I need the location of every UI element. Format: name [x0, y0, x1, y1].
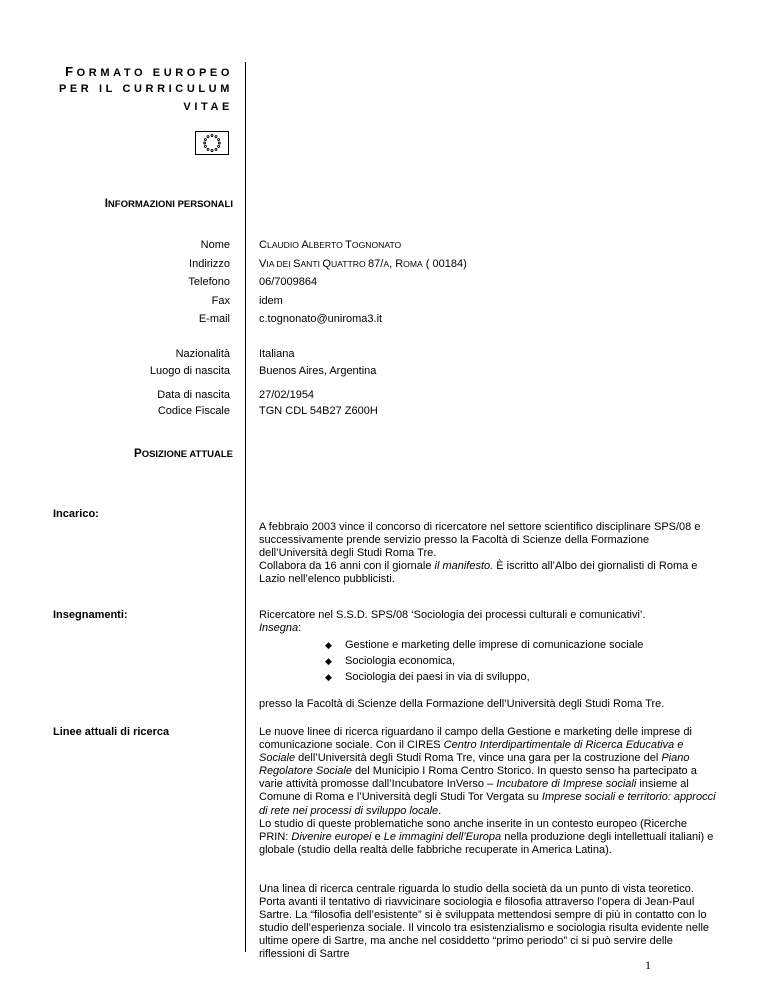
label-data-nascita: Data di nascita: [157, 389, 230, 401]
linee-text-2: Una linea di ricerca centrale riguarda lo studio della società da un punto di vista teoretico. Porta avanti il tentativo di riavvicinare sociologia e filosofia attraverso l’opera di Jean-Paul Sartre. La “filosofia dell’esistente” si è sviluppata mettendosi sempre di più in contatto con lo studio dell’esperienza sociale. Il vincolo tra esistenzialismo e sociologia risulta evidente nelle ultime opere di Sartre, ma anche nel cosiddetto “primo periodo” ci si può servire delle riflessioni di Sartre: [259, 883, 710, 961]
label-fax: Fax: [211, 295, 230, 307]
section-current-position: POSIZIONE ATTUALE: [134, 448, 233, 460]
diamond-bullet-icon: ◆: [325, 672, 332, 682]
label-telefono: Telefono: [188, 276, 230, 288]
title-line-2: PER IL CURRICULUM: [58, 83, 233, 95]
label-nome: Nome: [200, 239, 230, 251]
value-telefono: 06/7009864: [259, 276, 318, 288]
list-item: ◆ Sociologia dei paesi in via di sviluppo,: [325, 671, 530, 683]
value-luogo-nascita: Buenos Aires, Argentina: [259, 365, 377, 377]
list-item: ◆ Sociologia economica,: [325, 655, 456, 667]
section-personal-info: INFORMAZIONI PERSONALI: [104, 198, 233, 210]
linee-text: Le nuove linee di ricerca riguardano il campo della Gestione e marketing delle imprese di comunicazione sociale. Con il CIRES Centro Interdipartimentale di Ricerca Educativa e Sociale dell’Università degli Studi Roma Tre, vince una gara per la costruzione del Piano Regolatore Sociale del Municipio I Roma Centro Storico. In questo senso ha partecipato a varie attività promosse dall’Incubatore InVerso – Incubatore di Imprese sociali insieme al Comune di Roma e l’Università degli Studi Tor Vergata su Imprese sociali e territorio: approcci di rete nei processi di sviluppo locale. Lo studio di queste problematiche sono anche inserite in un contesto europeo (Ricerche PRIN: Divenire europei e Le immagini dell’Europa nella produzione degli intellettuali italiani) e globale (studio della realtà delle fabbriche recuperate in America Latina).: [259, 726, 716, 856]
label-email: E-mail: [198, 313, 230, 325]
value-data-nascita: 27/02/1954: [259, 389, 315, 401]
title-line-1: FORMATO EUROPEO: [65, 64, 233, 79]
value-codice-fiscale: TGN CDL 54B27 Z600H: [259, 405, 378, 417]
page-number: 1: [645, 958, 651, 972]
label-linee-ricerca: Linee attuali di ricerca: [53, 726, 170, 738]
label-nazionalita: Nazionalità: [175, 348, 230, 360]
column-divider: [245, 62, 246, 952]
label-codice-fiscale: Codice Fiscale: [157, 405, 230, 417]
insegnamenti-presso: presso la Facoltà di Scienze della Formazione dell’Università degli Studi Roma Tre.: [259, 698, 665, 710]
label-incarico: Incarico:: [53, 508, 99, 520]
eu-flag-icon: [195, 131, 229, 155]
title-line-3: VITAE: [183, 101, 233, 113]
list-item: ◆ Gestione e marketing delle imprese di comunicazione sociale: [325, 639, 644, 651]
label-indirizzo: Indirizzo: [189, 258, 230, 270]
value-email: c.tognonato@uniroma3.it: [259, 313, 383, 325]
value-indirizzo: VIA DEI SANTI QUATTRO 87/A, ROMA ( 00184): [259, 258, 467, 270]
value-fax: idem: [259, 295, 283, 307]
label-insegnamenti: Insegnamenti:: [53, 609, 128, 621]
value-nazionalita: Italiana: [259, 348, 295, 360]
diamond-bullet-icon: ◆: [325, 640, 332, 650]
diamond-bullet-icon: ◆: [325, 656, 332, 666]
insegnamenti-text: Ricercatore nel S.S.D. SPS/08 ‘Sociologia dei processi culturali e comunicativi’. Insegna:: [259, 609, 646, 635]
insegnamenti-list: [325, 637, 643, 685]
incarico-text: A febbraio 2003 vince il concorso di ricercatore nel settore scientifico disciplinare SPS/08 e successivamente prende servizio presso la Facoltà di Scienze della Formazione dell’Università degli Studi Roma Tre. Collabora da 16 anni con il giornale il manifesto. È iscritto all’Albo dei giornalisti di Roma e Lazio nell’elenco pubblicisti.: [259, 521, 701, 586]
value-nome: CLAUDIO ALBERTO TOGNONATO: [259, 239, 402, 251]
label-luogo-nascita: Luogo di nascita: [149, 365, 230, 377]
